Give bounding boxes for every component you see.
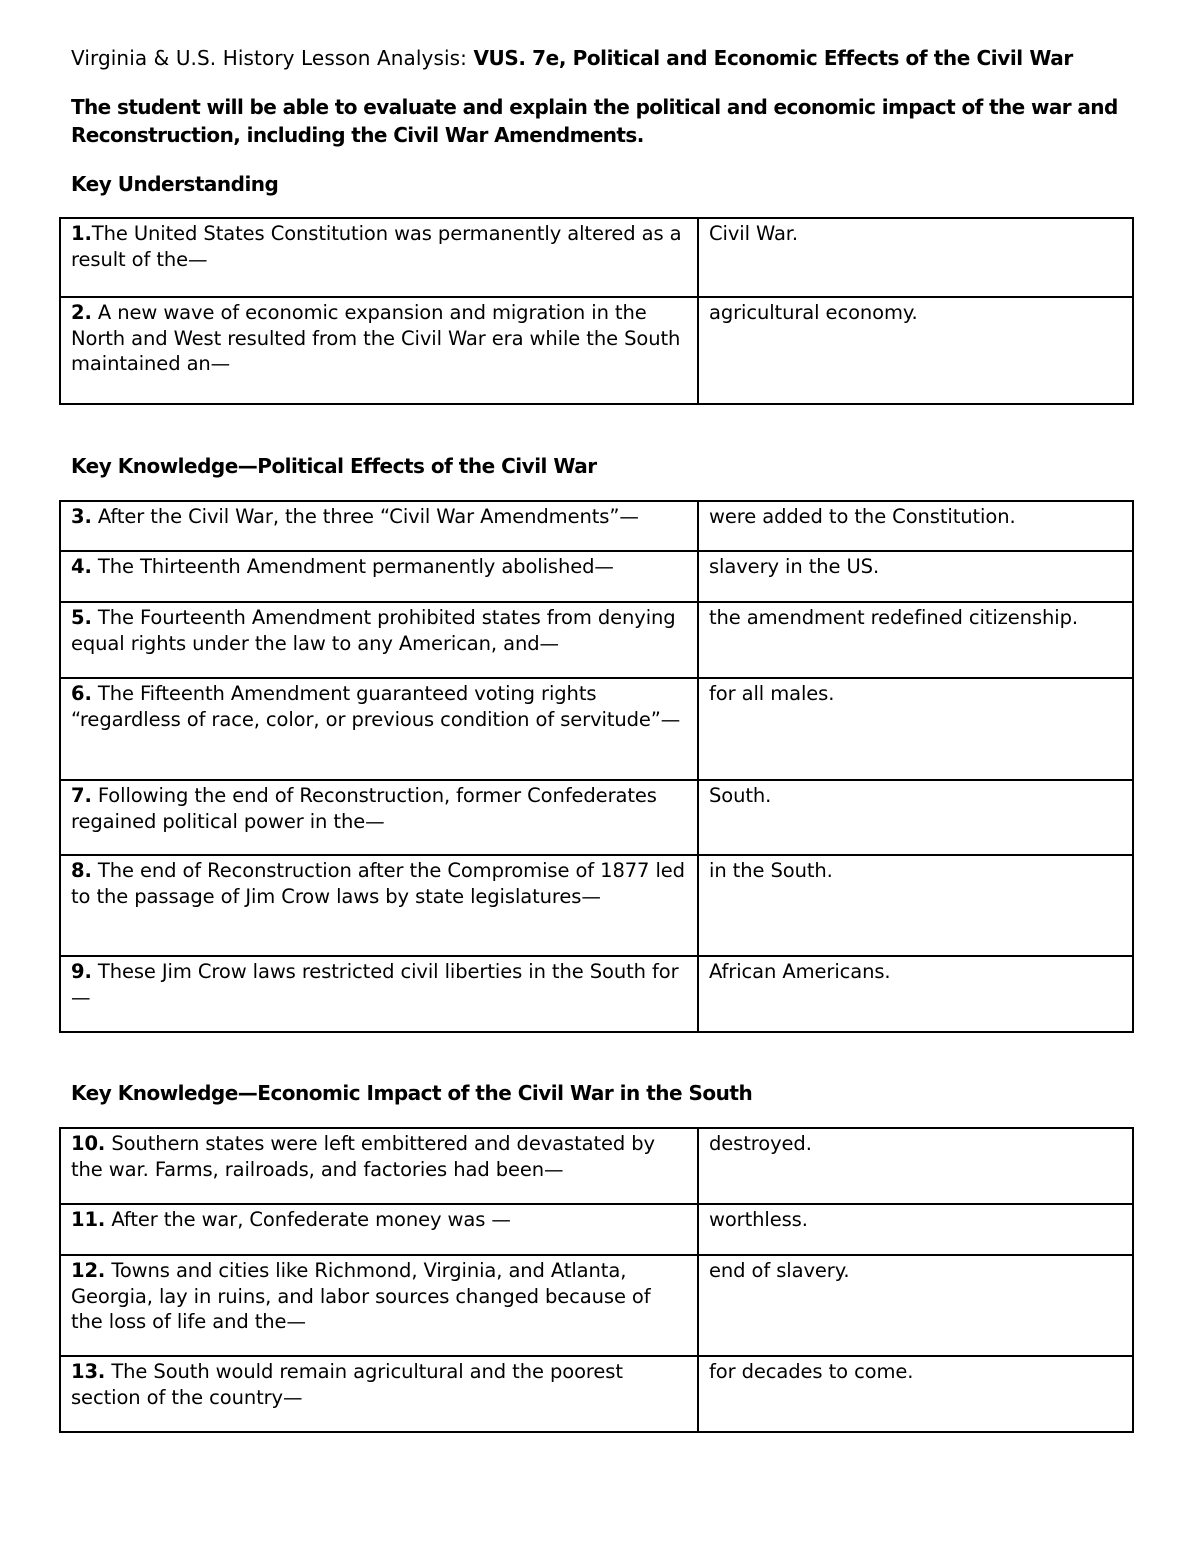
answer-cell: the amendment redefined citizenship.: [698, 602, 1133, 678]
table-row: [60, 780, 1133, 855]
table-row: [60, 602, 1133, 678]
question-text: After the war, Confederate money was —: [105, 1208, 511, 1231]
item-number: 7.: [71, 784, 92, 807]
answer-cell: agricultural economy.: [698, 297, 1133, 404]
question-text: These Jim Crow laws restricted civil liberties in the South for—: [71, 960, 679, 1009]
question-cell: [60, 602, 698, 678]
table-row: [60, 551, 1133, 602]
item-number: 1.: [71, 222, 92, 245]
question-cell: [60, 956, 698, 1032]
table-row: [60, 1128, 1133, 1204]
answer-cell: for decades to come.: [698, 1356, 1133, 1432]
table-row: [60, 855, 1133, 956]
question-text: Towns and cities like Richmond, Virginia, and Atlanta, Georgia, lay in ruins, and labor sources changed because of the loss of life and the—: [71, 1259, 651, 1333]
question-text: The Thirteenth Amendment permanently abolished—: [91, 555, 614, 578]
section-heading-economic-impact: Key Knowledge—Economic Impact of the Civil War in the South: [71, 1081, 753, 1105]
table-row: [60, 1356, 1133, 1432]
key-understanding-table: [59, 217, 1134, 405]
answer-cell: end of slavery.: [698, 1255, 1133, 1356]
section-heading-key-understanding: Key Understanding: [71, 172, 279, 196]
question-text: The Fourteenth Amendment prohibited states from denying equal rights under the law to any American, and—: [71, 606, 676, 655]
item-number: 11.: [71, 1208, 106, 1231]
learning-objective: The student will be able to evaluate and explain the political and economic impact of the war and Reconstruction, including the Civil War Amendments.: [71, 95, 1118, 147]
question-cell: [60, 551, 698, 602]
answer-cell: slavery in the US.: [698, 551, 1133, 602]
political-effects-table: [59, 500, 1134, 1033]
question-cell: [60, 218, 698, 297]
table-row: [60, 1255, 1133, 1356]
item-number: 4.: [71, 555, 92, 578]
question-cell: [60, 297, 698, 404]
item-number: 6.: [71, 682, 92, 705]
question-cell: [60, 780, 698, 855]
answer-cell: in the South.: [698, 855, 1133, 956]
question-cell: [60, 1255, 698, 1356]
table-row: [60, 678, 1133, 780]
question-text: Southern states were left embittered and devastated by the war. Farms, railroads, and factories had been—: [71, 1132, 655, 1181]
question-text: After the Civil War, the three “Civil War Amendments”—: [91, 505, 639, 528]
item-number: 5.: [71, 606, 92, 629]
question-text: A new wave of economic expansion and migration in the North and West resulted from the Civil War era while the South maintained an—: [71, 301, 681, 375]
item-number: 13.: [71, 1360, 106, 1383]
answer-cell: for all males.: [698, 678, 1133, 780]
table-row: [60, 297, 1133, 404]
section-heading-political-effects: Key Knowledge—Political Effects of the Civil War: [71, 454, 597, 478]
question-cell: [60, 855, 698, 956]
item-number: 3.: [71, 505, 92, 528]
question-text: Following the end of Reconstruction, former Confederates regained political power in the—: [71, 784, 657, 833]
table-row: [60, 218, 1133, 297]
table-row: [60, 1204, 1133, 1255]
question-text: The Fifteenth Amendment guaranteed voting rights “regardless of race, color, or previous condition of servitude”—: [71, 682, 681, 731]
answer-cell: African Americans.: [698, 956, 1133, 1032]
answer-cell: were added to the Constitution.: [698, 501, 1133, 551]
answer-cell: worthless.: [698, 1204, 1133, 1255]
question-cell: [60, 501, 698, 551]
item-number: 2.: [71, 301, 92, 324]
question-text: The end of Reconstruction after the Compromise of 1877 led to the passage of Jim Crow laws by state legislatures—: [71, 859, 685, 908]
question-text: The United States Constitution was permanently altered as a result of the—: [71, 222, 682, 271]
table-row: [60, 501, 1133, 551]
question-cell: [60, 1356, 698, 1432]
item-number: 8.: [71, 859, 92, 882]
table-row: [60, 956, 1133, 1032]
item-number: 9.: [71, 960, 92, 983]
standard-title: VUS. 7e, Political and Economic Effects of the Civil War: [473, 46, 1073, 70]
answer-cell: destroyed.: [698, 1128, 1133, 1204]
answer-cell: Civil War.: [698, 218, 1133, 297]
answer-cell: South.: [698, 780, 1133, 855]
item-number: 10.: [71, 1132, 106, 1155]
question-text: The South would remain agricultural and the poorest section of the country—: [71, 1360, 623, 1409]
item-number: 12.: [71, 1259, 106, 1282]
lesson-title: [71, 44, 1073, 72]
lesson-title-prefix: Virginia & U.S. History Lesson Analysis:: [71, 46, 474, 70]
question-cell: [60, 1128, 698, 1204]
economic-impact-table: [59, 1127, 1134, 1433]
question-cell: [60, 678, 698, 780]
question-cell: [60, 1204, 698, 1255]
